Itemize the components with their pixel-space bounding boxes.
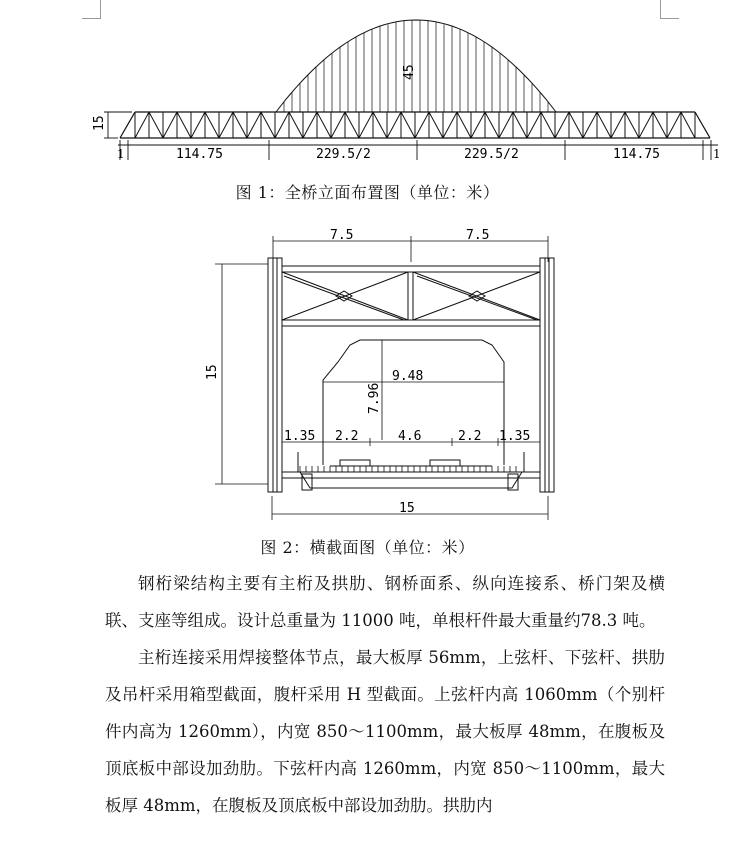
figure1-caption: 图 1：全桥立面布置图（单位：米） xyxy=(235,183,500,202)
dim-seg4: 2.2 xyxy=(458,429,482,444)
dim-seg5: 1.35 xyxy=(499,429,531,444)
dim-bottom-width: 15 xyxy=(399,501,415,516)
deck-ribs xyxy=(300,466,516,472)
body-text xyxy=(105,565,665,824)
dim-top-left: 7.5 xyxy=(330,228,354,243)
clearance-envelope xyxy=(323,340,504,465)
dim-right-end: 1 xyxy=(713,147,721,161)
dim-mid-right: 229.5/2 xyxy=(464,147,519,162)
dim-seg3: 4.6 xyxy=(398,429,422,444)
dim-height: 15 xyxy=(205,364,220,380)
dim-left-span: 114.75 xyxy=(176,147,223,162)
paragraph-1: 钢桁梁结构主要有主桁及拱肋、钢桥面系、纵向连接系、桥门架及横联、支座等组成。设计总重量为 11000 吨，单根杆件最大重量约78.3 吨。 xyxy=(105,574,666,630)
left-column xyxy=(268,258,282,492)
figure2-caption: 图 2：横截面图（单位：米） xyxy=(260,538,475,557)
dim-seg2: 2.2 xyxy=(335,429,359,444)
dim-top-right: 7.5 xyxy=(466,228,490,243)
paragraph-2: 主桁连接采用焊接整体节点，最大板厚 56mm，上弦杆、下弦杆、拱肋及吊杆采用箱型截面，腹杆采用 H 型截面。上弦杆内高 1060mm（个别杆件内高为 1260mm），内宽 850～1100mm，最大板厚 48mm，在腹板及顶底板中部设加劲肋。下弦杆内高 1260mm，内宽 850～1100mm，最大板厚 48mm，在腹板及顶底板中部设加劲肋。拱肋内 xyxy=(105,648,665,815)
right-column xyxy=(540,258,554,492)
dim-left-end: 1 xyxy=(117,147,125,161)
dim-truss-height: 15 xyxy=(92,115,107,131)
dim-clear-height: 7.96 xyxy=(367,382,382,414)
dim-clear-width: 9.48 xyxy=(392,369,424,384)
dim-arch-rise: 45 xyxy=(402,64,417,80)
dim-right-span: 114.75 xyxy=(613,147,660,162)
dim-seg1: 1.35 xyxy=(284,429,316,444)
dim-mid-left: 229.5/2 xyxy=(316,147,371,162)
